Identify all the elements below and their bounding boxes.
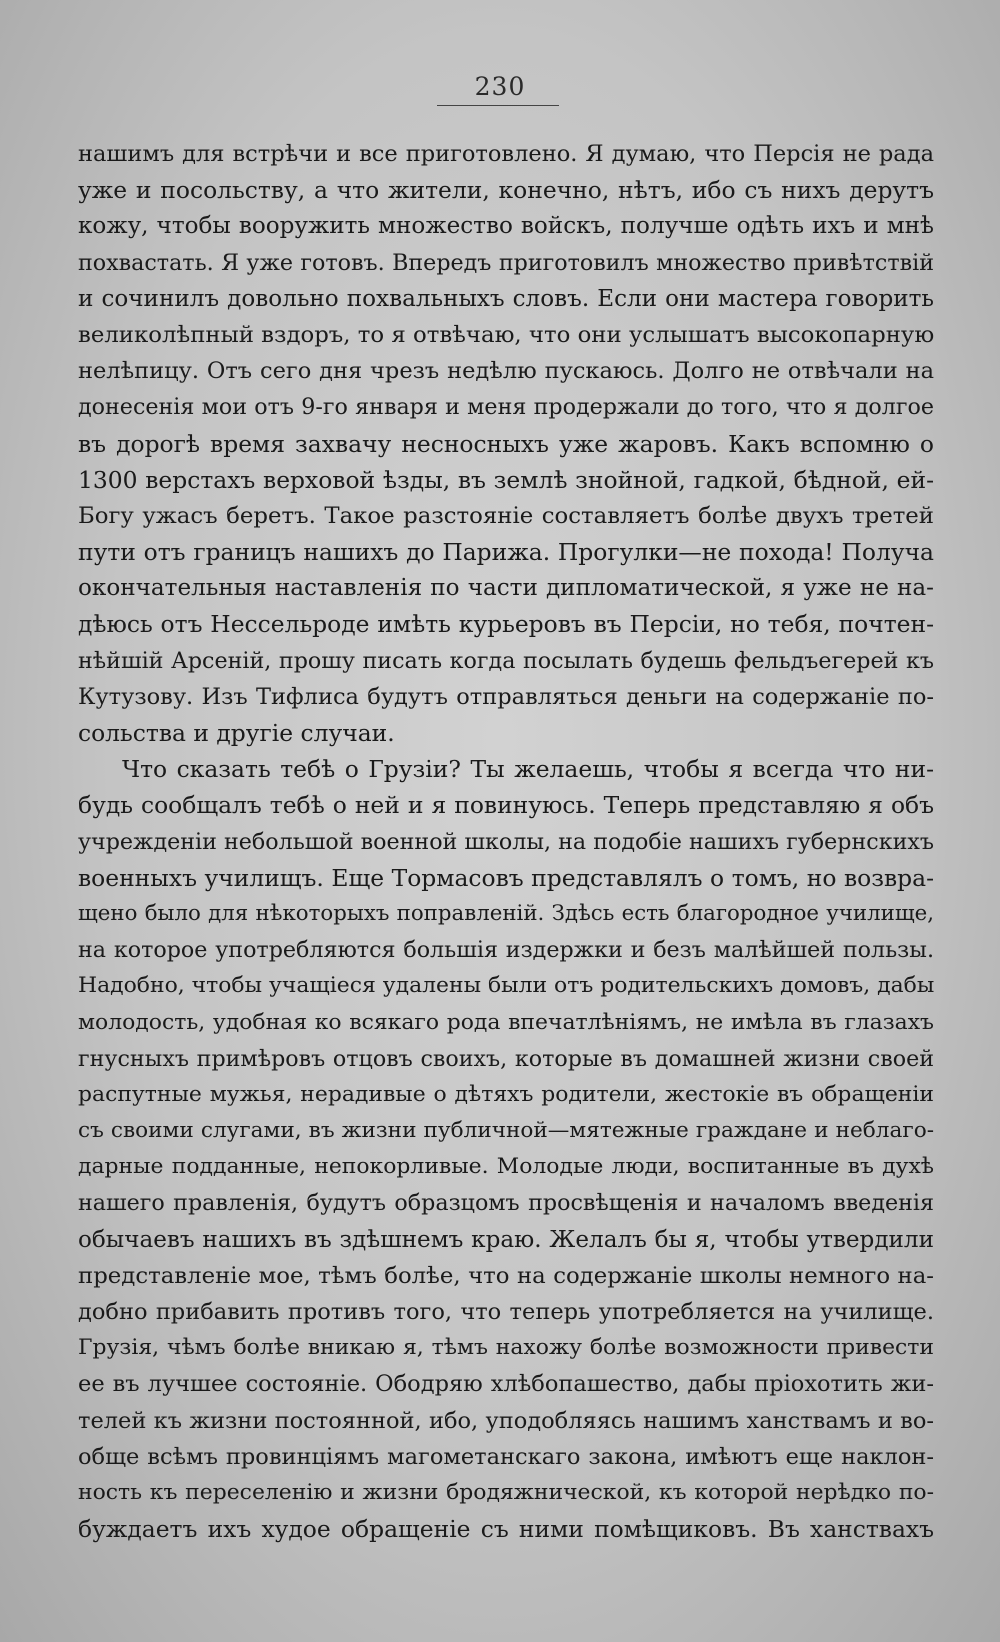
text-line: представленіе мое, тѣмъ болѣе, что на содержаніе школы немного на- xyxy=(78,1262,934,1289)
text-line: донесенія мои отъ 9-го января и меня продержали до того, что я долгое xyxy=(78,394,934,421)
body-text xyxy=(78,136,934,1547)
text-line: 1300 верстахъ верховой ѣзды, въ землѣ знойной, гадкой, бѣдной, ей- xyxy=(78,465,934,494)
text-line: на которое употребляются большія издержки и безъ малѣйшей пользы. xyxy=(78,937,934,964)
text-line: военныхъ училищъ. Еще Тормасовъ представлялъ о томъ, но возвра- xyxy=(78,863,934,892)
text-line: добно прибавить противъ того, что теперь употребляется на училище. xyxy=(78,1299,934,1325)
text-line: великолѣпный вздоръ, то я отвѣчаю, что они услышатъ высокопарную xyxy=(78,321,934,348)
text-line: съ своими слугами, въ жизни публичной—мятежные граждане и неблаго- xyxy=(78,1118,934,1144)
text-line: Кутузову. Изъ Тифлиса будутъ отправляться деньги на содержаніе по- xyxy=(78,683,934,710)
text-line: учрежденіи небольшой военной школы, на подобіе нашихъ губернскихъ xyxy=(78,828,934,855)
text-line: Богу ужасъ беретъ. Такое разстояніе составляетъ болѣе двухъ третей xyxy=(78,502,934,529)
text-line: и сочинилъ довольно похвальныхъ словъ. Если они мастера говорить xyxy=(78,285,934,312)
paragraph-end-line: сольства и другіе случаи. xyxy=(78,719,395,747)
text-line: нелѣпицу. Отъ сего дня чрезъ недѣлю пускаюсь. Долго не отвѣчали на xyxy=(78,358,934,385)
text-line: обще всѣмъ провинціямъ магометанскаго закона, имѣютъ еще наклон- xyxy=(78,1443,934,1470)
text-line: молодость, удобная ко всякаго рода впечатлѣніямъ, не имѣла въ глазахъ xyxy=(78,1009,934,1035)
text-line: нашего правленія, будутъ образцомъ просвѣщенія и началомъ введенія xyxy=(78,1190,934,1217)
text-line: ность къ переселенію и жизни бродяжнической, къ которой нерѣдко по- xyxy=(78,1479,934,1505)
text-line: Надобно, чтобы учащіеся удалены были отъ родительскихъ домовъ, дабы xyxy=(78,973,934,999)
text-line: обычаевъ нашихъ въ здѣшнемъ краю. Желалъ бы я, чтобы утвердили xyxy=(78,1226,934,1253)
text-line: нѣйшій Арсеній, прошу писать когда посылать будешь фельдъегерей къ xyxy=(78,647,934,674)
paragraph-start-line: Что сказать тебѣ о Грузіи? Ты желаешь, чтобы я всегда что ни- xyxy=(122,755,934,784)
text-line: дѣюсь отъ Нессельроде имѣть курьеровъ въ Персіи, но тебя, почтен- xyxy=(78,610,934,639)
text-line: ее въ лучшее состояніе. Ободряю хлѣбопашество, дабы пріохотить жи- xyxy=(78,1371,934,1398)
text-line: нашимъ для встрѣчи и все приготовлено. Я думаю, что Персія не рада xyxy=(78,141,934,167)
text-line: окончательныя наставленія по части дипломатической, я уже не на- xyxy=(78,575,934,602)
text-line: въ дорогѣ время захвачу несносныхъ уже жаровъ. Какъ вспомню о xyxy=(78,429,934,458)
header-rule xyxy=(437,105,559,106)
text-line: будь сообщалъ тебѣ о ней и я повинуюсь. Теперь представляю я объ xyxy=(78,791,934,820)
page-number: 230 xyxy=(474,72,526,101)
text-line: похвастать. Я уже готовъ. Впередъ приготовилъ множество привѣтствій xyxy=(78,249,934,276)
text-line: пути отъ границъ нашихъ до Парижа. Прогулки—не похода! Получа xyxy=(78,538,934,567)
text-line: дарные подданные, непокорливые. Молодые люди, воспитанные въ духѣ xyxy=(78,1154,934,1180)
text-line: гнусныхъ примѣровъ отцовъ своихъ, которые въ домашней жизни своей xyxy=(78,1045,934,1072)
text-line: уже и посольству, а что жители, конечно, нѣтъ, ибо съ нихъ дерутъ xyxy=(78,176,934,205)
text-line: телей къ жизни постоянной, ибо, уподобляясь нашимъ ханствамъ и во- xyxy=(78,1407,934,1434)
text-line: кожу, чтобы вооружить множество войскъ, получше одѣть ихъ и мнѣ xyxy=(78,213,934,240)
text-line: щено было для нѣкоторыхъ поправленій. Здѣсь есть благородное училище, xyxy=(78,900,934,926)
text-line: Грузія, чѣмъ болѣе вникаю я, тѣмъ нахожу болѣе возможности привести xyxy=(78,1335,934,1361)
text-line: распутные мужья, нерадивые о дѣтяхъ родители, жестокіе въ обращеніи xyxy=(78,1081,934,1107)
text-line: буждаетъ ихъ худое обращеніе съ ними помѣщиковъ. Въ ханствахъ xyxy=(78,1515,934,1544)
